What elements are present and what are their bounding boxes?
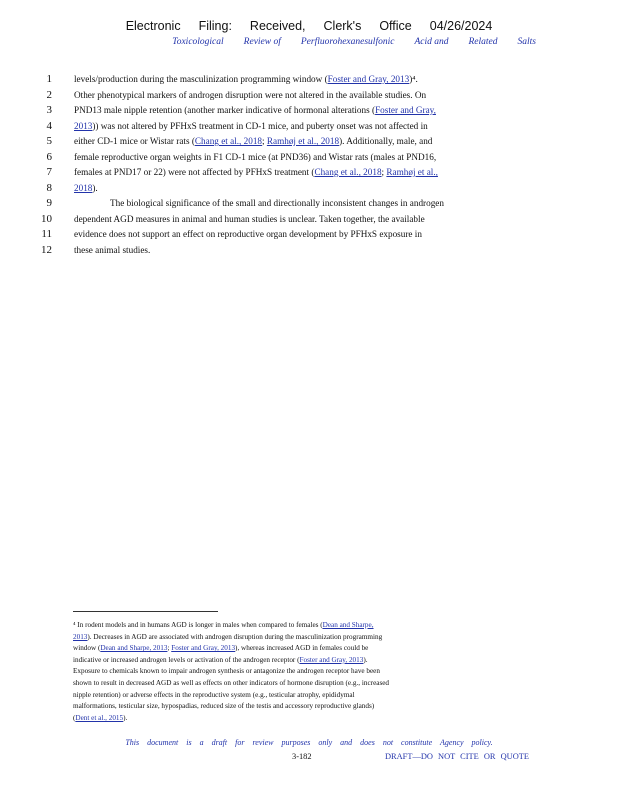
filing-word: Electronic	[125, 19, 181, 33]
footnote	[73, 620, 511, 724]
line-number: 8	[46, 181, 52, 194]
text-run: )) was not altered by PFHxS treatment in CD-1 mice, and puberty onset was not affected in	[92, 120, 428, 131]
draft-disclaimer: This document is a draft for review purposes only and does not constitute Agency policy.	[125, 738, 493, 747]
title-word: Salts	[517, 37, 536, 47]
footnote-line	[73, 701, 511, 713]
body-line	[30, 165, 550, 181]
citation-link[interactable]: Foster and Gray,	[375, 105, 436, 115]
footnote-line	[73, 655, 511, 667]
line-text	[74, 243, 150, 259]
body-line	[30, 134, 550, 150]
line-text	[74, 165, 438, 181]
text-run: )⁴.	[409, 74, 418, 84]
line-text	[74, 196, 444, 212]
text-run: nipple retention) or adverse effects in the reproductive system (e.g., testicular atrophy, epididymal	[73, 690, 355, 699]
text-run: Exposure to chemicals known to impair androgen synthesis or antagonize the androgen receptor have been	[73, 667, 380, 676]
line-number: 11	[41, 228, 52, 240]
text-run: evidence does not support an effect on reproductive organ development by PFHxS exposure in	[74, 229, 422, 239]
filing-word: Office	[379, 19, 412, 33]
citation-link[interactable]: Dean and Sharpe, 2013	[100, 644, 168, 653]
line-number: 3	[46, 104, 52, 116]
filing-stamp	[0, 19, 618, 33]
citation-link[interactable]: Chang et al., 2018	[314, 167, 382, 177]
line-number: 1	[46, 73, 52, 85]
footnote-text	[73, 655, 368, 667]
body-line	[30, 227, 550, 243]
line-text	[74, 119, 428, 135]
line-text	[74, 227, 422, 243]
title-word: Review of	[243, 37, 281, 47]
text-run: ;	[167, 644, 172, 653]
footnote-text	[73, 713, 127, 725]
footnote-text	[73, 678, 389, 690]
line-text	[74, 212, 425, 228]
line-text	[74, 150, 436, 166]
text-run: dependent AGD measures in animal and human studies is unclear. Taken together, the available	[74, 213, 425, 224]
text-run: these animal studies.	[74, 244, 151, 255]
body-line	[30, 88, 550, 104]
text-run: ;	[262, 136, 267, 146]
line-text	[74, 181, 98, 197]
footnote-text	[73, 643, 368, 655]
citation-link[interactable]: Dean and Sharpe,	[322, 621, 374, 629]
line-text	[74, 72, 418, 88]
text-run: malformations, testicular size, hypospadias, reduced size of the testis and accessory reproductive glands)	[73, 702, 375, 711]
line-number: 5	[46, 135, 52, 147]
text-run: shown to result in decreased AGD as well as effects on other indicators of hormone disruption (e.g., increased	[73, 678, 390, 687]
document-running-title	[152, 37, 536, 47]
filing-word: Clerk's	[323, 19, 362, 33]
title-word: Related	[468, 37, 498, 47]
body-line	[30, 181, 550, 197]
text-run: ).	[92, 182, 98, 193]
citation-link[interactable]: 2013	[73, 632, 88, 641]
footnote-line	[73, 620, 511, 632]
text-run: Other phenotypical markers of androgen disruption were not altered in the available studies. On	[74, 89, 427, 100]
footnote-line	[73, 643, 511, 655]
text-run: ).	[123, 713, 128, 722]
footnote-line	[73, 632, 511, 644]
text-run: ;	[381, 167, 387, 177]
line-text	[74, 134, 432, 150]
text-run: (	[73, 713, 76, 722]
footnote-text	[73, 632, 382, 644]
footnote-text	[73, 666, 380, 678]
text-run: ⁴ In rodent models and in humans AGD is longer in males when compared to females (	[73, 621, 323, 629]
line-number: 7	[46, 166, 52, 178]
text-run: ). Decreases in AGD are associated with androgen disruption during the masculinization programming	[87, 632, 383, 641]
citation-link[interactable]: Foster and Gray, 2013	[299, 655, 364, 664]
filing-word: Filing:	[198, 19, 232, 33]
body-line	[30, 212, 550, 228]
footnote-line	[73, 678, 511, 690]
citation-link[interactable]: Foster and Gray, 2013	[171, 644, 236, 653]
text-run: either CD-1 mice or Wistar rats (	[74, 136, 195, 146]
text-run: The biological significance of the small and directionally inconsistent changes in androgen	[110, 198, 444, 208]
footnote-text	[73, 690, 355, 702]
filing-word: Received,	[249, 19, 306, 33]
text-run: ). Additionally, male, and	[339, 136, 433, 146]
line-number: 12	[41, 243, 52, 256]
body-line	[30, 196, 550, 212]
citation-link[interactable]: Ramhøj et al.,	[386, 167, 438, 177]
citation-link[interactable]: Chang et al., 2018	[194, 136, 263, 146]
text-run: ).	[363, 655, 368, 664]
footnote-line	[73, 690, 511, 702]
line-number: 4	[46, 119, 52, 132]
body-line	[30, 119, 550, 135]
body-line	[30, 243, 550, 259]
page-number: 3-182	[292, 752, 312, 761]
footnote-text	[73, 620, 374, 632]
title-word: Toxicological	[172, 37, 224, 47]
footnote-text	[73, 701, 374, 713]
text-run: levels/production during the masculinization programming window (	[74, 74, 328, 84]
text-run: PND13 male nipple retention (another marker indicative of hormonal alterations (	[74, 105, 376, 115]
footnote-line	[73, 713, 511, 725]
body-line	[30, 72, 550, 88]
body-line	[30, 103, 550, 119]
body-text	[30, 72, 550, 258]
title-word: Perfluorohexanesulfonic	[300, 37, 395, 47]
text-run: female reproductive organ weights in F1 CD-1 mice (at PND36) and Wistar rats (males at PND16,	[74, 151, 437, 162]
title-word: Acid and	[414, 37, 449, 47]
footnote-line	[73, 666, 511, 678]
line-text	[74, 88, 426, 104]
citation-link[interactable]: Ramhøj et al., 2018	[266, 136, 340, 146]
text-run: window (	[73, 644, 101, 653]
citation-link[interactable]: 2018	[74, 182, 93, 193]
text-run: indicative or increased androgen levels or activation of the androgen receptor (	[73, 655, 300, 664]
line-number: 10	[41, 212, 52, 225]
body-line	[30, 150, 550, 166]
line-number: 9	[46, 197, 52, 209]
line-number: 6	[46, 150, 52, 163]
citation-link[interactable]: Dent et al., 2015	[75, 713, 124, 722]
draft-notice: DRAFT—DO NOT CITE OR QUOTE	[385, 752, 529, 761]
text-run: females at PND17 or 22) were not affected by PFHxS treatment (	[74, 167, 315, 177]
citation-link[interactable]: Foster and Gray, 2013	[327, 74, 410, 84]
line-number: 2	[46, 88, 52, 101]
citation-link[interactable]: 2013	[74, 120, 93, 131]
text-run: ), whereas increased AGD in females could be	[235, 644, 369, 653]
filing-date: 04/26/2024	[429, 19, 493, 33]
footnote-divider	[73, 611, 218, 612]
line-text	[74, 103, 436, 119]
